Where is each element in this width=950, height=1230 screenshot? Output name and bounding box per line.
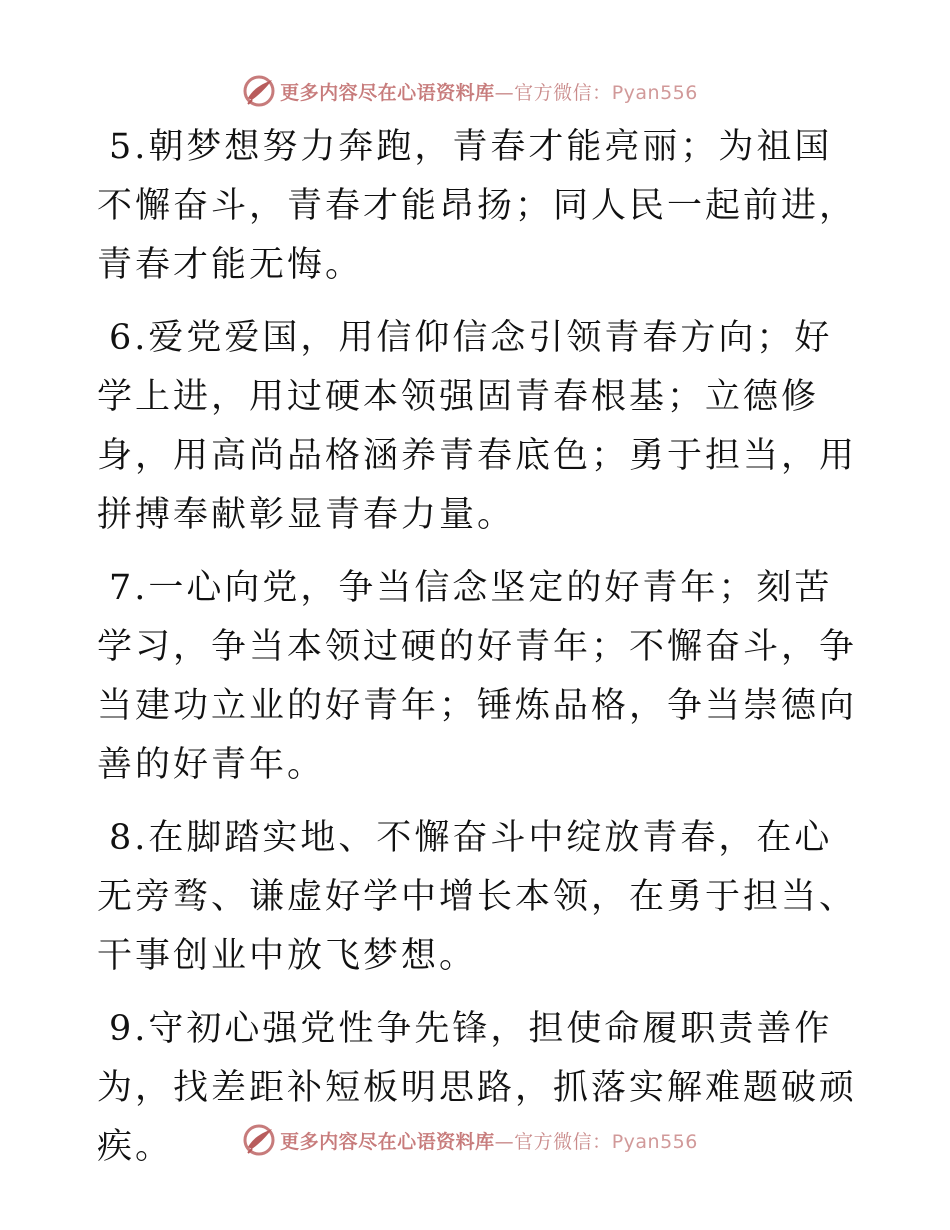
paragraph-9: 9.守初心强党性争先锋，担使命履职责善作为，找差距补短板明思路，抓落实解难题破顽疾。 [97,1009,858,1167]
watermark-dash: — [494,81,515,104]
watermark-text [280,78,698,105]
paragraph-5: 5.朝梦想努力奔跑，青春才能亮丽；为祖国不懈奋斗，青春才能昂扬；同人民一起前进，青春才能无悔。 [97,127,858,285]
watermark-dash: — [494,1130,515,1153]
watermark-id: Pyan556 [611,81,698,104]
paragraph-7: 7.一心向党，争当信念坚定的好青年；刻苦学习，争当本领过硬的好青年；不懈奋斗，争当建功立业的好青年；锤炼品格，争当崇德向善的好青年。 [97,568,858,785]
watermark-main: 更多内容尽在心语资料库 [280,1130,495,1153]
document-body [97,118,857,1189]
watermark-label: 官方微信： [514,81,612,104]
footer-watermark [0,1120,950,1160]
watermark-text [280,1127,698,1154]
watermark-id: Pyan556 [611,1130,698,1153]
paragraph-6: 6.爱党爱国，用信仰信念引领青春方向；好学上进，用过硬本领强固青春根基；立德修身，用高尚品格涵养青春底色；勇于担当，用拼搏奉献彰显青春力量。 [97,318,858,535]
watermark-label: 官方微信： [514,1130,612,1153]
pen-logo-icon [242,74,276,108]
pen-logo-icon [242,1123,276,1157]
paragraph-8: 8.在脚踏实地、不懈奋斗中绽放青春，在心无旁骛、谦虚好学中增长本领，在勇于担当、干事创业中放飞梦想。 [97,818,858,976]
watermark-main: 更多内容尽在心语资料库 [280,81,495,104]
header-watermark [0,71,950,111]
